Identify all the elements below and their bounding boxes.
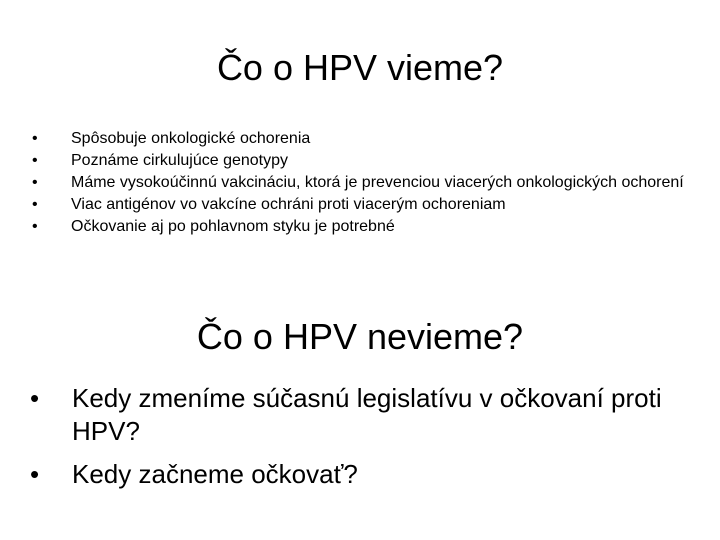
known-facts-list	[30, 130, 690, 240]
unknown-questions-list	[30, 382, 700, 501]
bullet-dot-icon: •	[30, 383, 40, 413]
bullet-dot-icon: •	[32, 174, 38, 191]
list-item	[30, 196, 690, 214]
list-item-text: Kedy začneme očkovať?	[72, 459, 358, 489]
bullet-dot-icon: •	[32, 130, 38, 147]
list-item	[30, 218, 690, 236]
list-item	[30, 382, 700, 448]
list-item-text: Spôsobuje onkologické ochorenia	[71, 130, 311, 147]
list-item-text: Máme vysokoúčinnú vakcináciu, ktorá je prevenciou viacerých onkologických ochorení	[71, 174, 684, 191]
list-item-text: Kedy zmeníme súčasnú legislatívu v očkovaní proti HPV?	[72, 383, 662, 446]
slide-title-unknown: Čo o HPV nevieme?	[196, 316, 524, 357]
bullet-dot-icon: •	[32, 152, 38, 169]
list-item	[30, 174, 690, 192]
list-item	[30, 458, 700, 491]
list-item-text: Poznáme cirkulujúce genotypy	[71, 152, 289, 169]
list-item-text: Viac antigénov vo vakcíne ochráni proti viacerým ochoreniam	[71, 196, 506, 213]
bullet-dot-icon: •	[32, 196, 38, 213]
bullet-dot-icon: •	[30, 459, 40, 489]
list-item	[30, 152, 690, 170]
slide-title-known: Čo o HPV vieme?	[216, 47, 504, 88]
list-item-text: Očkovanie aj po pohlavnom styku je potrebné	[71, 218, 395, 235]
bullet-dot-icon: •	[32, 218, 38, 235]
list-item	[30, 130, 690, 148]
